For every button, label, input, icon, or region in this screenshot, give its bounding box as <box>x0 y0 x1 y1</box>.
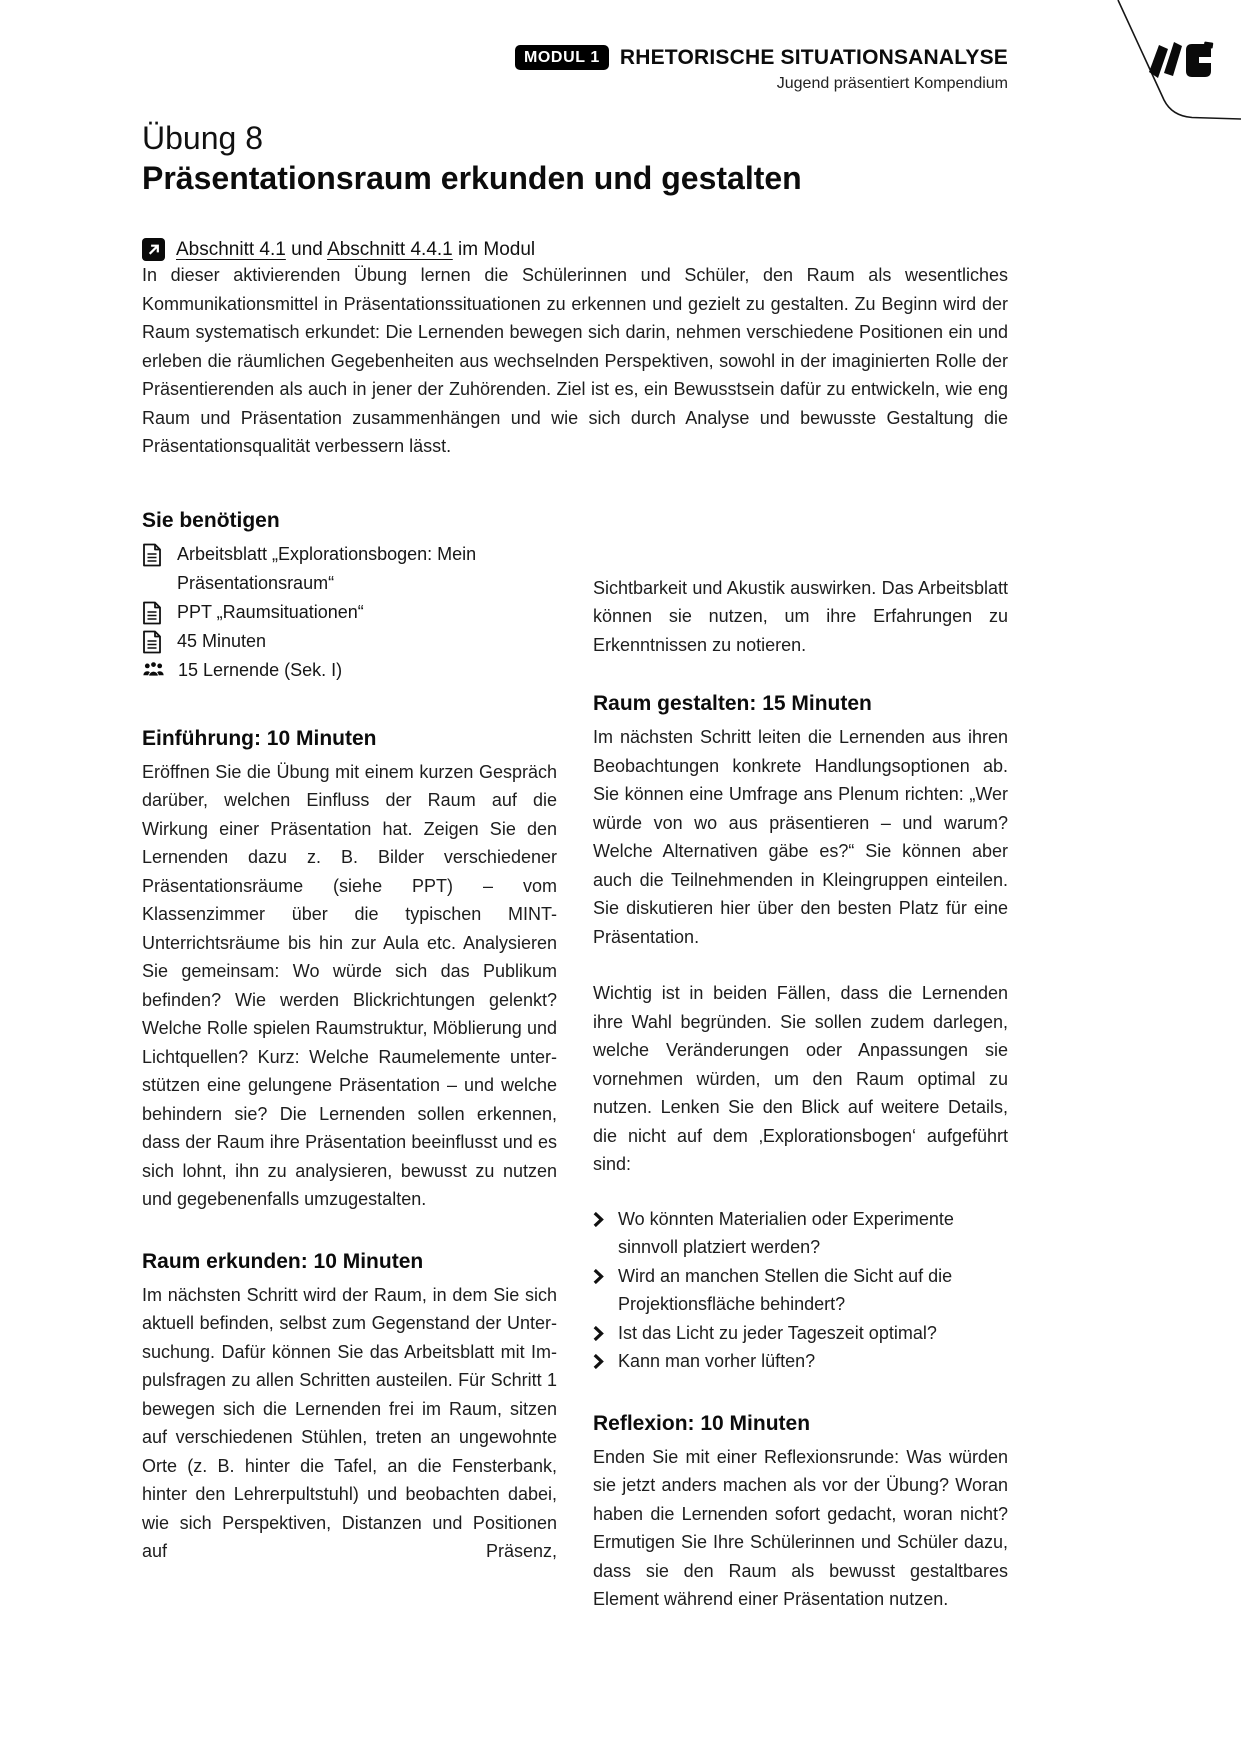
reference-text <box>176 239 535 261</box>
link-abschnitt-4-4-1[interactable]: Abschnitt 4.4.1 <box>327 238 453 260</box>
section-heading-reflexion: Reflexion: 10 Minuten <box>593 1411 811 1435</box>
material-label: 15 Lernende (Sek. I) <box>178 659 343 680</box>
document-icon <box>142 601 164 625</box>
section-body-reflexion: Enden Sie mit einer Reflexionsrunde: Was würden sie jetzt anders machen als vor der Übung? Woran haben die Lernenden sofort gedacht, woran nicht? Ermutigen Sie Ihre Schülerinnen und Schüler dazu, dass sie den Raum als bewusst gestaltbares Element während einer Präsentation nutzen. <box>593 1446 1008 1609</box>
chevron-right-icon <box>593 1354 605 1369</box>
exercise-number: Übung 8 <box>142 120 263 156</box>
section-heading-raum-gestalten: Raum gestalten: 15 Minuten <box>593 692 872 715</box>
content-area <box>142 118 1008 1614</box>
chevron-right-icon <box>593 1269 605 1284</box>
section-body-raum-gestalten-1: Im nächsten Schritt leiten die Lernenden aus ihren Beobachtungen konkrete Handlungsoptionen ab. Sie können eine Umfrage ans Plenum richten: „Wer würde von wo aus präsentieren – und warum? Welche Alternativen gäbe es?“ Sie können aber auch die Teilnehmenden in Kleingruppen einteilen. Sie diskutieren hier über den besten Platz für eine Präsentation. <box>593 727 1008 947</box>
document-icon <box>142 630 164 654</box>
material-label: Arbeitsblatt „Explorationsbogen: Mein Präsentationsraum“ <box>177 543 477 593</box>
continuation-paragraph: Sichtbarkeit und Akustik auswirken. Das Arbeitsblatt können sie nutzen, um ihre Erfahrungen zu Erkenntnissen zu notieren. <box>593 577 1008 655</box>
list-item <box>593 1347 1008 1376</box>
section-reference <box>142 238 1008 261</box>
chevron-right-icon <box>593 1326 605 1341</box>
list-item <box>593 1205 1008 1262</box>
link-abschnitt-4-1[interactable]: Abschnitt 4.1 <box>176 238 286 260</box>
page-header <box>142 45 1008 93</box>
two-column-layout <box>142 509 1008 1614</box>
bullet-text: Ist das Licht zu jeder Tageszeit optimal? <box>618 1322 937 1343</box>
section-body-raum-erkunden: Im nächsten Schritt wird der Raum, in dem Sie sich aktuell befinden, selbst zum Gegenstand der Untersuchung. Dafür können Sie das Arbeitsblatt mit Impulsfragen zu allen Schritten austeilen. Für Schritt 1 bewegen sich die Lernenden frei im Raum, sitzen auf verschiedenen Stühlen, treten an ungewohnte Orte (z. B. hinter die Tafel, an die Fensterbank, hinter den Lehrerpultstuhl) und beobachten dabei, wie sich Perspektiven, Distanzen und Positionen auf Präsenz, <box>142 1284 557 1561</box>
material-label: 45 Minuten <box>177 630 267 651</box>
module-title: RHETORISCHE SITUATIONSANALYSE <box>619 45 1008 69</box>
page-title: Präsentationsraum erkunden und gestalten <box>142 160 802 196</box>
material-label: PPT „Raumsituationen“ <box>177 601 364 622</box>
section-body-raum-gestalten-2: Wichtig ist in beiden Fällen, dass die Lernenden ihre Wahl begründen. Sie sollen zudem darlegen, welche Veränderungen oder Anpassungen sie vornehmen würden, um den Raum optimal zu nutzen. Lenken Sie den Blick auf weitere Details, die nicht auf dem ‚Explorationsbogen‘ aufgeführt sind: <box>593 983 1008 1174</box>
materials-heading: Sie benötigen <box>142 508 280 532</box>
bullet-text: Wo könnten Materialien oder Experimente sinnvoll platziert werden? <box>618 1208 954 1257</box>
list-item <box>142 598 557 627</box>
people-icon <box>142 659 165 679</box>
list-item <box>593 1262 1008 1319</box>
section-heading-einfuehrung: Einführung: 10 Minuten <box>142 726 377 750</box>
compendium-subtitle: Jugend präsentiert Kompendium <box>776 75 1008 92</box>
list-item <box>142 540 557 598</box>
list-item <box>593 1319 1008 1348</box>
materials-list <box>142 540 557 685</box>
reference-mid: und <box>285 238 328 260</box>
question-bullet-list <box>593 1205 1008 1376</box>
bullet-text: Kann man vorher lüften? <box>618 1351 816 1371</box>
left-column <box>142 509 557 1614</box>
chevron-right-icon <box>593 1212 605 1227</box>
arrow-up-right-icon <box>142 238 165 261</box>
bullet-text: Wird an manchen Stellen die Sicht auf die Projektionsfläche behindert? <box>618 1265 953 1314</box>
list-item <box>142 656 557 685</box>
section-heading-raum-erkunden: Raum erkunden: 10 Minuten <box>142 1249 424 1273</box>
document-icon <box>142 543 164 567</box>
jugend-praesentiert-logo-icon <box>1146 36 1214 84</box>
list-item <box>142 627 557 656</box>
right-column <box>593 509 1008 1614</box>
section-body-einfuehrung: Eröffnen Sie die Übung mit einem kurzen Gespräch darüber, welchen Einfluss der Raum auf die Wirkung einer Präsentation hat. Zeigen Sie den Lernenden dazu z. B. Bilder verschiedener Präsentationsräume (siehe PPT) – vom Klassenzimmer über die typischen MINT-Unterrichtsräume bis hin zur Aula etc. Analysieren Sie gemeinsam: Wo würde sich das Publikum befinden? Wie werden Blickrichtungen gelenkt? Welche Rolle spielen Raumstruktur, Möblierung und Lichtquellen? Kurz: Welche Raumelemente unterstützen eine gelungene Präsentation – und welche behindern sie? Die Lernenden sollen erkennen, dass der Raum ihre Präsentation beeinflusst und es sich lohnt, ihn zu analysieren, bewusst zu nutzen und gegebenenfalls umzugestalten. <box>142 761 557 1209</box>
intro-paragraph: In dieser aktivierenden Übung lernen die Schülerinnen und Schüler, den Raum als wesentliches Kommunikationsmittel in Präsentationssituationen zu erkennen und gezielt zu gestalten. Zu Beginn wird der Raum systematisch erkundet: Die Lernenden bewegen sich darin, nehmen verschiedene Positionen ein und erleben die räumlichen Gegebenheiten aus wechselnden Perspektiven, sowohl in der imaginierten Rolle der Präsentierenden als auch in jener der Zuhörenden. Ziel ist es, ein Bewusstsein dafür zu entwickeln, wie eng Raum und Präsentation zusammenhängen und wie sich durch Analyse und bewusste Gestaltung die Präsentationsqualität verbessern lässt. <box>142 265 1008 456</box>
module-badge: MODUL 1 <box>515 45 609 70</box>
reference-tail: im Modul <box>452 238 536 260</box>
